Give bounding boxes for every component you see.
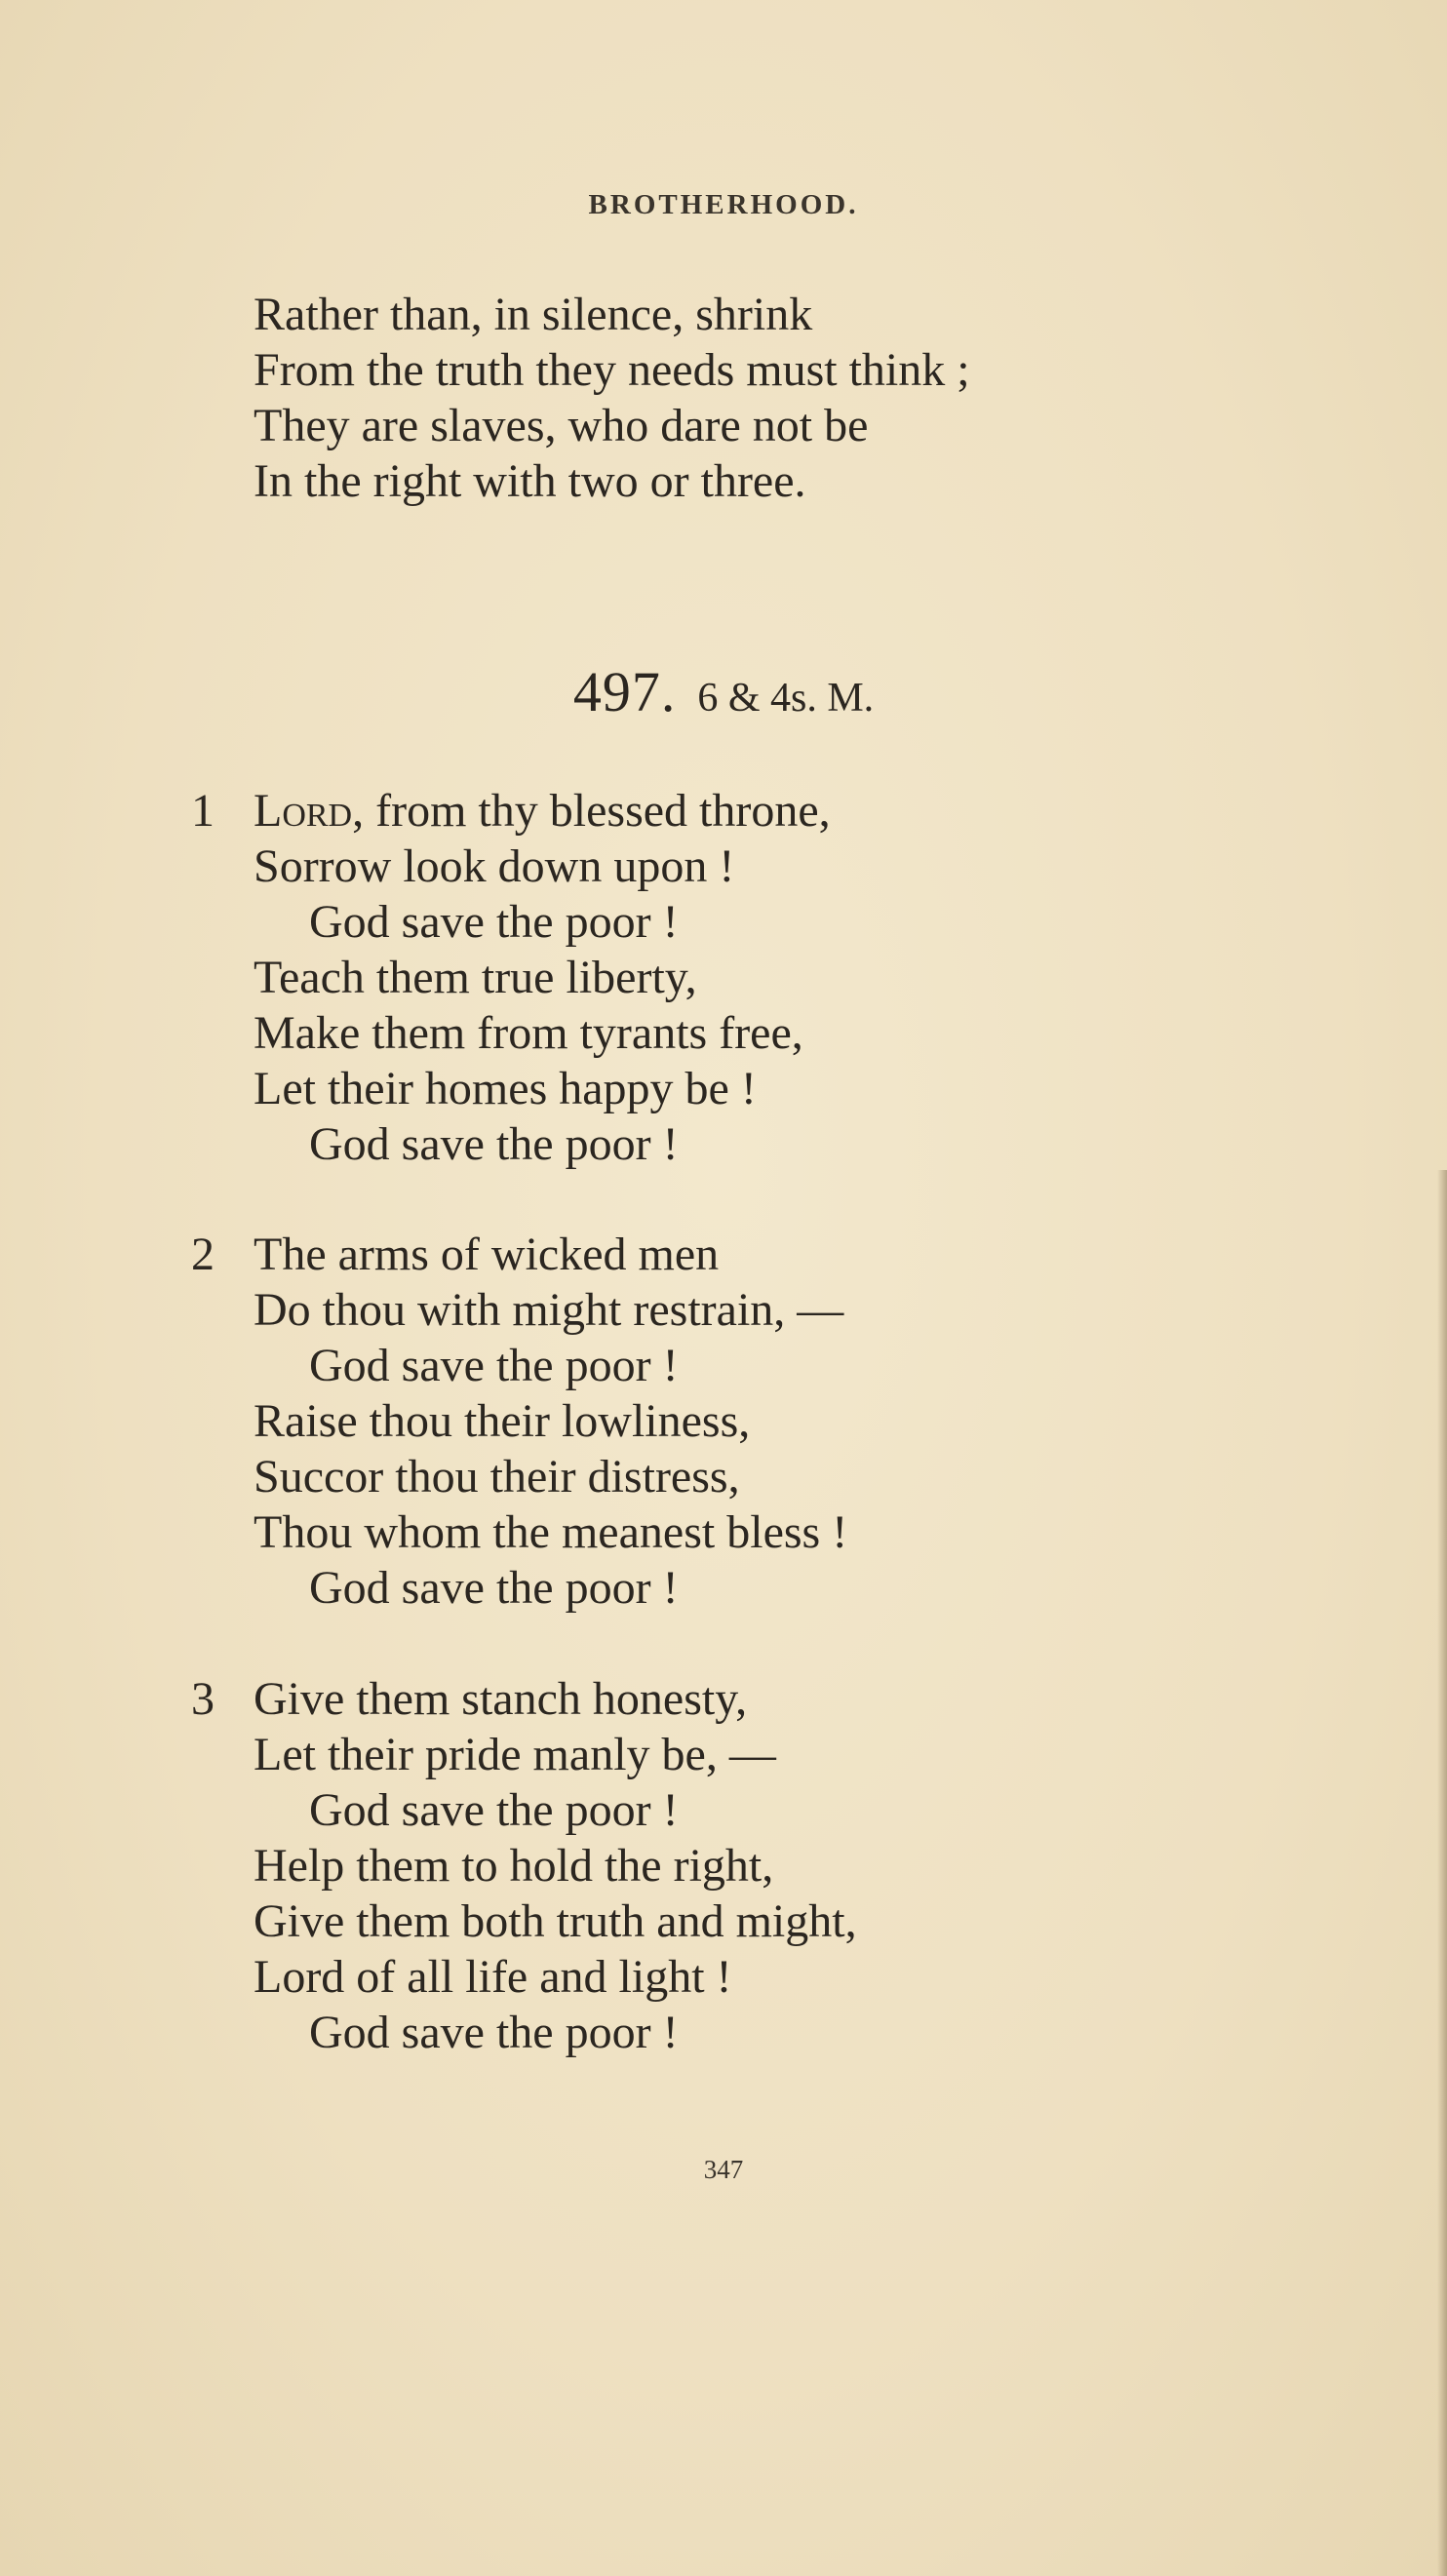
verse-refrain: God save the poor ! (309, 1562, 679, 1614)
hymn-number: 497. (572, 660, 677, 723)
verse-line: Teach them true liberty, (254, 952, 697, 1003)
verse-3 (191, 1671, 857, 2060)
page-number: 347 (703, 2155, 744, 2184)
stanza-line: Rather than, in silence, shrink (254, 289, 813, 340)
verse-refrain: God save the poor ! (309, 2007, 679, 2058)
verse-line: Succor thou their distress, (254, 1451, 740, 1503)
verse-line-text: , from thy blessed throne, (352, 785, 831, 837)
verse-line: Raise thou their lowliness, (254, 1395, 751, 1447)
verse-2 (191, 1227, 847, 1616)
verse-refrain: God save the poor ! (309, 1118, 679, 1170)
verse-line: Thou whom the meanest bless ! (254, 1506, 848, 1558)
verse-number: 1 (191, 785, 215, 837)
hymn-meter: 6 & 4s. M. (697, 676, 875, 721)
verse-refrain: God save the poor ! (309, 1784, 679, 1836)
verse-line: Let their pride manly be, — (254, 1729, 776, 1780)
verse-line: Lord of all life and light ! (254, 1951, 732, 2003)
running-head: BROTHERHOOD. (588, 189, 859, 220)
previous-stanza (254, 287, 970, 509)
verse-line: The arms of wicked men (254, 1229, 720, 1280)
verse-line: Sorrow look down upon ! (254, 840, 735, 892)
verse-line: Help them to hold the right, (254, 1840, 774, 1892)
stanza-line: They are slaves, who dare not be (254, 400, 869, 451)
verse-line: Give them stanch honesty, (254, 1673, 748, 1725)
verse-line: Do thou with might restrain, — (254, 1284, 844, 1336)
verse-line: Give them both truth and might, (254, 1895, 857, 1947)
page-edge-shadow (1437, 1170, 1447, 2576)
verse-number: 2 (191, 1229, 215, 1280)
verse-refrain: God save the poor ! (309, 896, 679, 948)
verse-first-word: Lord (254, 785, 353, 837)
verse-number: 3 (191, 1673, 215, 1725)
verse-line: Let their homes happy be ! (254, 1063, 757, 1114)
stanza-line: In the right with two or three. (254, 455, 806, 507)
verse-line (254, 783, 831, 839)
verse-1 (191, 783, 831, 1172)
hymn-heading (0, 659, 1447, 724)
verse-refrain: God save the poor ! (309, 1340, 679, 1391)
stanza-line: From the truth they needs must think ; (254, 344, 970, 396)
verse-line: Make them from tyrants free, (254, 1007, 803, 1059)
